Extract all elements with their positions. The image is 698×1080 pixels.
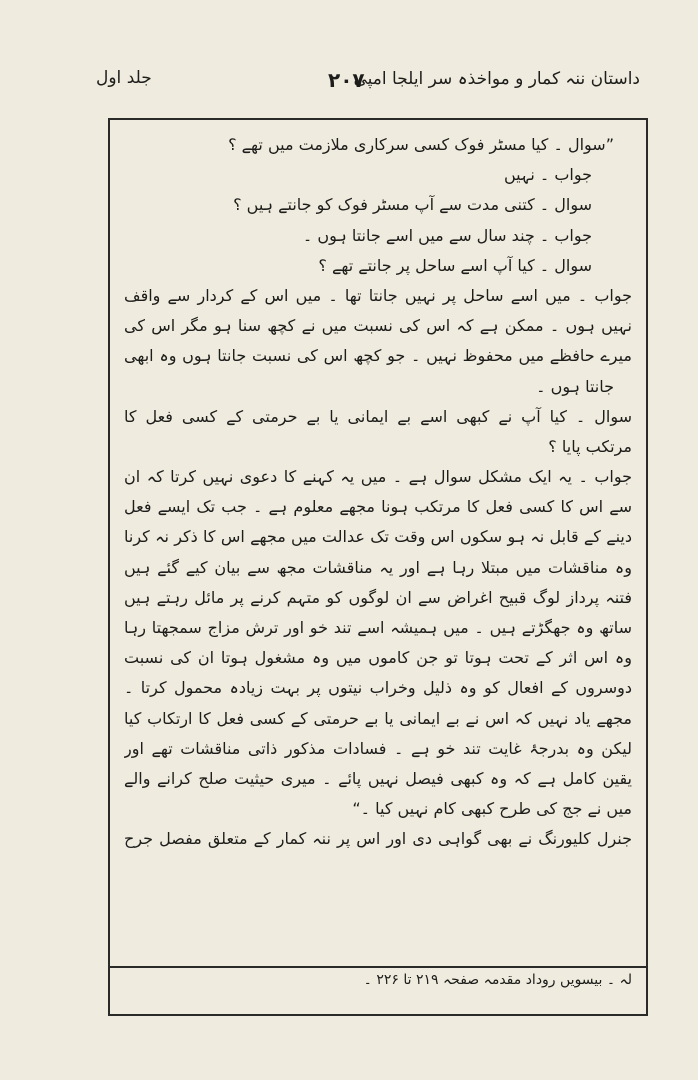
body-line: سوال ۔ کتنی مدت سے آپ مسٹر فوک کو جانتے ہیں ؟	[233, 195, 592, 215]
body-line: جنرل کلیورنگ نے بھی گواہی دی اور اس پر ننہ کمار کے متعلق مفصل جرح	[124, 829, 632, 849]
body-line: جواب ۔ یہ ایک مشکل سوال ہے ۔ میں یہ کہنے کا دعوی نہیں کرتا کہ ان	[124, 467, 632, 487]
body-line: میرے حافظے میں محفوظ نہیں ۔ جو کچھ اس کی نسبت جانتا ہوں وہ ابھی	[124, 346, 632, 366]
body-line: وہ اس اثر کے تحت ہوتا تو جن کاموں میں وہ مشغول ہوتا ان کی نسبت	[124, 648, 632, 668]
running-title: داستان ننہ کمار و مواخذہ سر ایلجا امپی	[353, 69, 640, 89]
body-line: مجھے یاد نہیں کہ اس نے بے ایمانی یا بے حرمتی کے کسی فعل کا ارتکاب کیا	[124, 708, 632, 728]
body-line: ”سوال ۔ کیا مسٹر فوک کسی سرکاری ملازمت میں تھے ؟	[228, 135, 614, 154]
body-line: جواب ۔ میں اسے ساحل پر نہیں جانتا تھا ۔ میں اس کے کردار سے واقف	[124, 285, 632, 305]
body-line: فتنہ پرداز لوگ قبیح اغراض سے ان لوگوں کو متہم کرنے پر مائل رہتے ہیں	[124, 587, 632, 607]
body-line: جواب ۔ چند سال سے میں اسے جانتا ہوں ۔	[302, 225, 592, 245]
body-line: میں نے جج کی طرح کبھی کام نہیں کیا ۔“	[352, 799, 632, 819]
volume-label: جلد اول	[96, 68, 152, 88]
text-frame	[108, 118, 648, 1016]
body-text	[124, 130, 632, 855]
body-line: سے اس کا کسی فعل کا مرتکب ہونا مجھے معلوم ہے ۔ جب تک ایسے فعل	[124, 497, 632, 517]
footnote: لہ ۔ بیسویں روداد مقدمہ صفحہ ۲۱۹ تا ۲۲۶ ۔	[363, 972, 632, 988]
page-number: ۲۰۷	[328, 68, 365, 92]
body-line: جواب ۔ نہیں	[503, 165, 592, 185]
body-line: سوال ۔ کیا آپ اسے ساحل پر جانتے تھے ؟	[318, 255, 592, 275]
body-line: مرتکب پایا ؟	[548, 436, 632, 456]
body-line: سوال ۔ کیا آپ نے کبھی اسے بے ایمانی یا بے حرمتی کے کسی فعل کا	[124, 406, 632, 426]
body-line: لیکن وہ بدرجۂ غایت تند خو ہے ۔ فسادات مذکور ذاتی مناقشات تھے اور	[124, 738, 632, 758]
body-line: دینے کے قابل نہ ہو سکوں اس وقت تک عدالت میں مجھے اس کا ذکر نہ کرنا	[124, 527, 632, 547]
body-line: نہیں ہوں ۔ ممکن ہے کہ اس کی نسبت میں نے کچھ سنا ہو مگر اس کی	[124, 316, 632, 336]
body-line: جانتا ہوں ۔	[536, 376, 614, 396]
body-line: یقین کامل ہے کہ وہ کبھی فیصل نہیں پائے ۔ میری حیثیت صلح کرانے والے	[124, 768, 632, 788]
body-line: وہ مناقشات میں مبتلا رہا ہے اور یہ مناقشات مجھ سے بیان کیے گئے ہیں	[124, 557, 632, 577]
footnote-divider	[110, 966, 646, 968]
body-line: دوسروں کے افعال کو وہ ذلیل وخراب نیتوں پر بہت زیادہ محمول کرتا ۔	[124, 678, 632, 698]
body-line: ساتھ وہ جھگڑتے ہیں ۔ میں ہمیشہ اسے تند خو اور ترش مزاج سمجھتا رہا	[124, 618, 632, 637]
